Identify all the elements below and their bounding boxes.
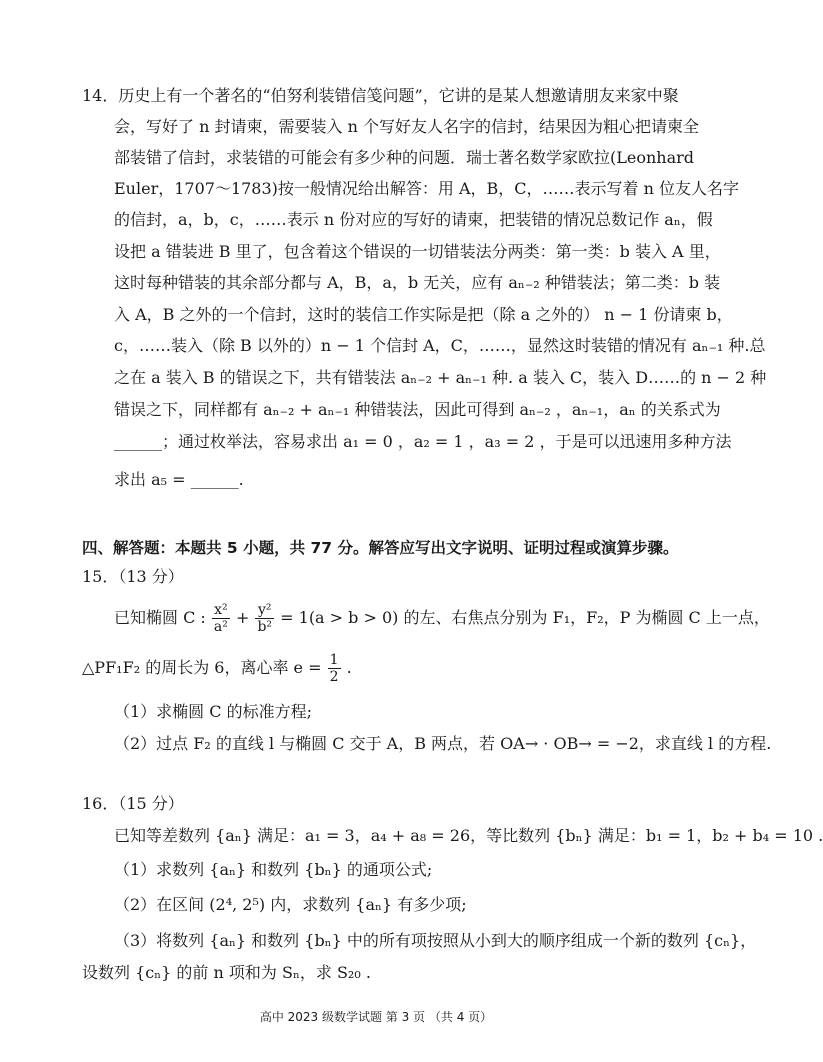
fraction-numerator: y² — [255, 602, 274, 619]
fraction-denominator: a² — [213, 619, 228, 635]
q15-line-2-start: △PF₁F₂ 的周长为 6，离心率 e = — [82, 658, 322, 677]
q16-line-1: 已知等差数列 {aₙ} 满足：a₁ = 3，a₄ + a₈ = 26，等比数列 {bₙ} 满足：b₁ = 1，b₂ + b₄ = 10 . — [114, 826, 823, 845]
q14-line-13: 求出 a₅ = ______. — [114, 470, 244, 489]
q14-line-1: 14．历史上有一个著名的“伯努利装错信笺问题”，它讲的是某人想邀请朋友来家中聚 — [82, 86, 679, 105]
q15-line-1 — [114, 598, 770, 638]
fraction-x2-a2 — [212, 602, 230, 635]
q16-title: 16．（15 分） — [82, 794, 184, 813]
page-footer: 高中 2023 级数学试题 第 3 页 （共 4 页） — [259, 1010, 493, 1024]
q14-line-10: 之在 a 装入 B 的错误之下，共有错装法 aₙ₋₂ + aₙ₋₁ 种. a 装入 C，装入 D……的 n − 2 种 — [114, 368, 767, 387]
fraction-numerator: 1 — [329, 652, 339, 668]
q15-title: 15．（13 分） — [82, 567, 184, 586]
plus-sign: + — [235, 608, 250, 627]
q14-line-2: 会，写好了 n 封请柬，需要装入 n 个写好友人名字的信封，结果因为粗心把请柬全 — [114, 117, 699, 136]
q16-part-2: （2）在区间 (2⁴, 2⁵) 内，求数列 {aₙ} 有多少项; — [114, 895, 467, 914]
q15-part-2: （2）过点 F₂ 的直线 l 与椭圆 C 交于 A，B 两点，若 OA→ · OB→ = −2，求直线 l 的方程. — [114, 734, 772, 753]
q14-line-6: 设把 a 错装进 B 里了，包含着这个错误的一切错装法分两类：第一类：b 装入 A 里， — [114, 242, 721, 261]
fraction-numerator: x² — [212, 602, 230, 619]
q16-part-3: （3）将数列 {aₙ} 和数列 {bₙ} 中的所有项按照从小到大的顺序组成一个新的数列 {cₙ}， — [114, 931, 757, 950]
q14-line-3: 部装错了信封，求装错的可能会有多少种的问题．瑞士著名数学家欧拉(Leonhard — [114, 148, 695, 167]
q14-line-5: 的信封，a，b，c，……表示 n 份对应的写好的请柬，把装错的情况总数记作 aₙ，假 — [114, 210, 713, 229]
fraction-denominator: b² — [257, 619, 273, 635]
q15-part-1: （1）求椭圆 C 的标准方程; — [114, 702, 312, 721]
q15-line-2 — [82, 648, 352, 688]
q14-line-4: Euler，1707～1783)按一般情况给出解答：用 A，B，C，……表示写着 n 位友人名字 — [114, 179, 740, 198]
q16-part-1: （1）求数列 {aₙ} 和数列 {bₙ} 的通项公式; — [114, 860, 433, 879]
q14-line-8: 入 A，B 之外的一个信封，这时的装信工作实际是把（除 a 之外的） n − 1 份请柬 b， — [114, 305, 733, 324]
section-4-heading: 四、解答题：本题共 5 小题，共 77 分。解答应写出文字说明、证明过程或演算步骤。 — [82, 539, 679, 557]
fraction-denominator: 2 — [329, 669, 339, 685]
q14-line-7: 这时每种错装的其余部分都与 A，B，a，b 无关，应有 aₙ₋₂ 种错装法；第二类：b 装 — [114, 273, 721, 292]
q15-line-1-start: 已知椭圆 C : — [114, 608, 206, 627]
q14-line-9: c，……装入（除 B 以外的）n − 1 个信封 A，C，……，显然这时装错的情况有 aₙ₋₁ 种.总 — [114, 336, 766, 355]
fraction-eccentricity — [328, 652, 341, 685]
fraction-y2-b2 — [255, 602, 274, 635]
q16-part-3-cont: 设数列 {cₙ} 的前 n 项和为 Sₙ，求 S₂₀ . — [82, 963, 371, 982]
q14-line-12: ______；通过枚举法，容易求出 a₁ = 0 ，a₂ = 1 ，a₃ = 2 ，于是可以迅速用多种方法 — [114, 432, 732, 451]
q15-line-1-end: = 1(a > b > 0) 的左、右焦点分别为 F₁，F₂，P 为椭圆 C 上一点， — [280, 608, 770, 627]
q14-line-11: 错误之下，同样都有 aₙ₋₂ + aₙ₋₁ 种错装法，因此可得到 aₙ₋₂ ，aₙ₋₁，aₙ 的关系式为 — [114, 400, 721, 419]
q15-line-2-end: . — [346, 658, 352, 677]
